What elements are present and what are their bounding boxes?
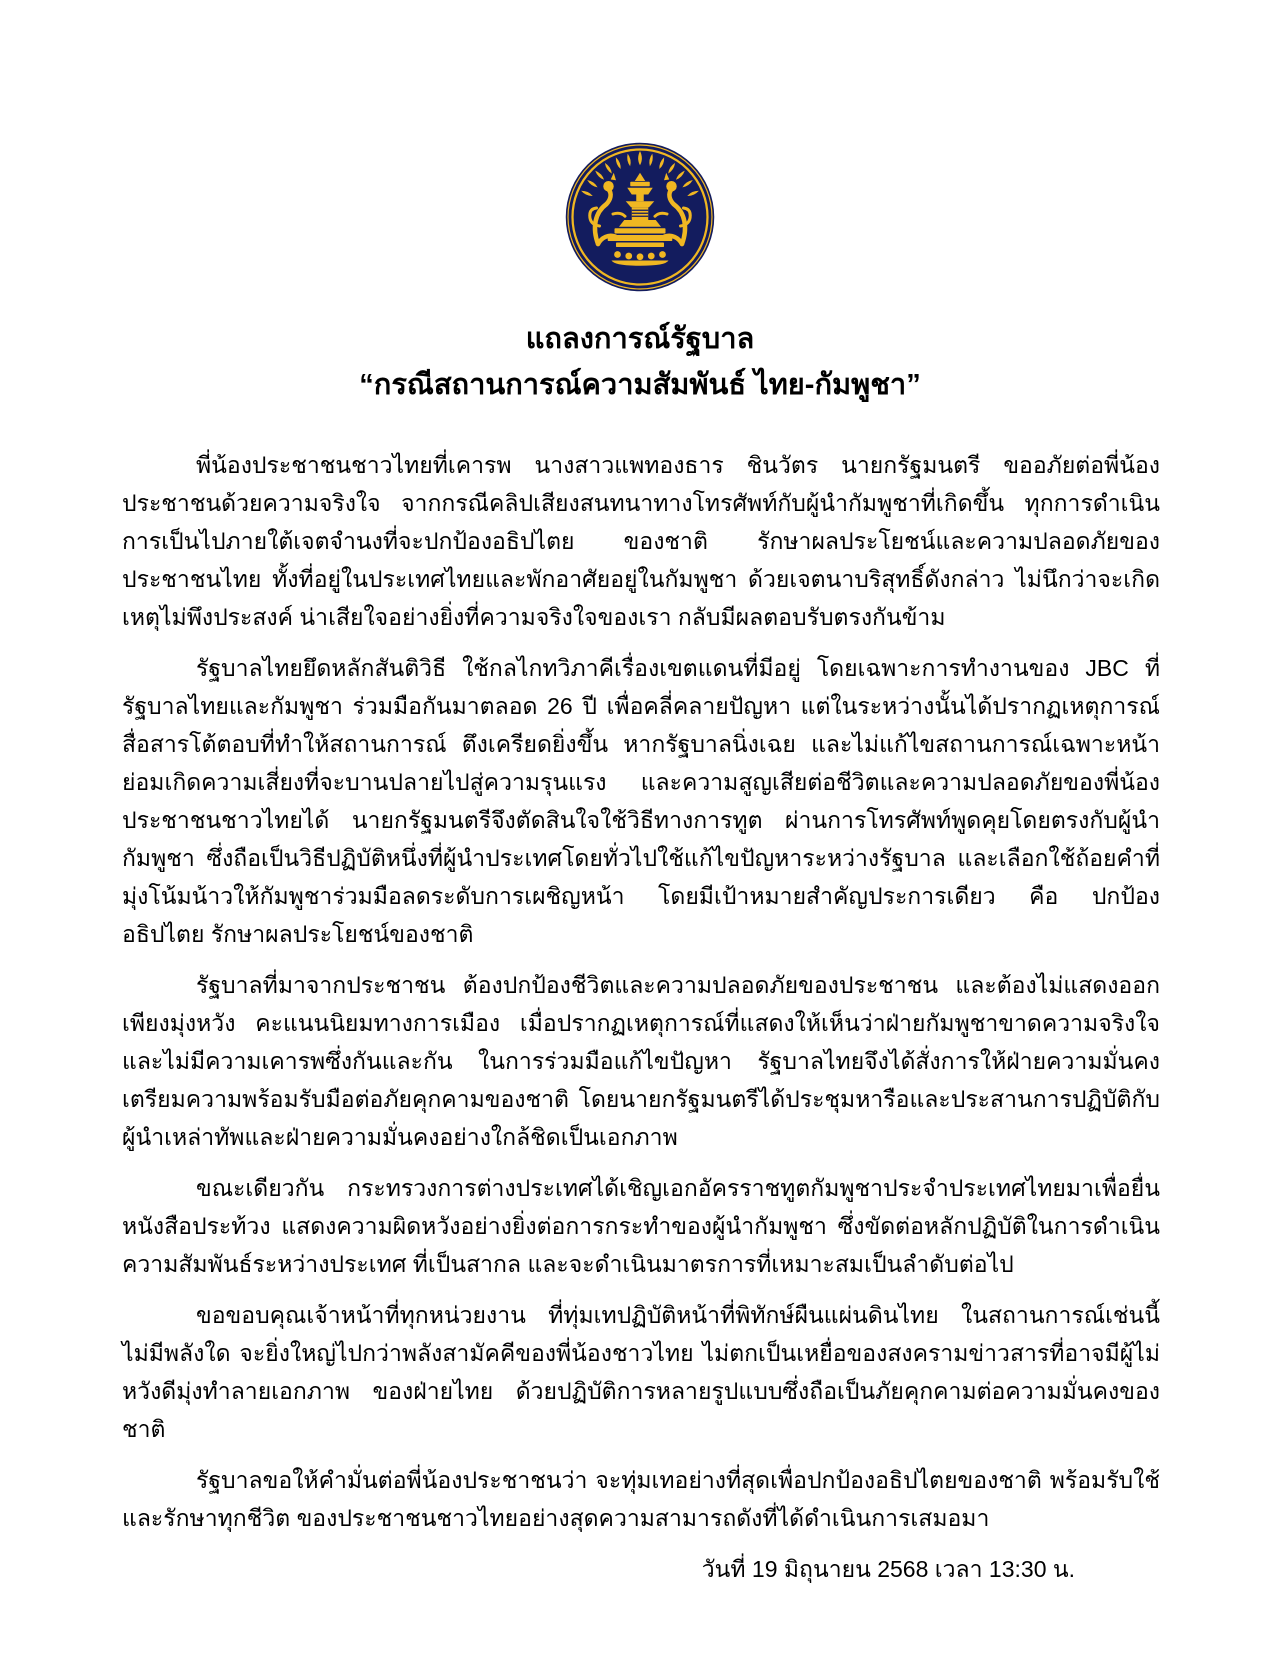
page-subtitle: “กรณีสถานการณ์ความสัมพันธ์ ไทย-กัมพูชา” [359, 369, 921, 401]
body-paragraph: รัฐบาลขอให้คำมั่นต่อพี่น้องประชาชนว่า จะทุ่มเทอย่างที่สุดเพื่อปกป้องอธิปไตยของชาติ พร้อมรับใช้และรักษาทุกชีวิต ของประชาชนชาวไทยอย่างสุดความสามารถดังที่ได้ดำเนินการเสมอมา [122, 1467, 1160, 1531]
body-paragraph: รัฐบาลไทยยึดหลักสันติวิธี ใช้กลไกทวิภาคีเรื่องเขตแดนที่มีอยู่ โดยเฉพาะการทำงานของ JBC ที่รัฐบาลไทยและกัมพูชา ร่วมมือกันมาตลอด 26 ปี เพื่อคลี่คลายปัญหา แต่ในระหว่างนั้นได้ปรากฏเหตุการณ์สื่อสารโต้ตอบที่ทำให้สถานการณ์ ตึงเครียดยิ่งขึ้น หากรัฐบาลนิ่งเฉย และไม่แก้ไขสถานการณ์เฉพาะหน้า ย่อมเกิดความเสี่ยงที่จะบานปลายไปสู่ความรุนแรง และความสูญเสียต่อชีวิตและความปลอดภัยของพี่น้องประชาชนชาวไทยได้ นายกรัฐมนตรีจึงตัดสินใจใช้วิธีทางการทูต ผ่านการโทรศัพท์พูดคุยโดยตรงกับผู้นำกัมพูชา ซึ่งถือเป็นวิธีปฏิบัติหนึ่งที่ผู้นำประเทศโดยทั่วไปใช้แก้ไขปัญหาระหว่างรัฐบาล และเลือกใช้ถ้อยคำที่มุ่งโน้มน้าวให้กัมพูชาร่วมมือลดระดับการเผชิญหน้า โดยมีเป้าหมายสำคัญประการเดียว คือ ปกป้องอธิปไตย รักษาผลประโยชน์ของชาติ [122, 655, 1160, 947]
statement-body [122, 446, 1160, 1537]
body-paragraph: พี่น้องประชาชนชาวไทยที่เคารพ นางสาวแพทองธาร ชินวัตร นายกรัฐมนตรี ขออภัยต่อพี่น้องประชาชนด้วยความจริงใจ จากกรณีคลิปเสียงสนทนาทางโทรศัพท์กับผู้นำกัมพูชาที่เกิดขึ้น ทุกการดำเนินการเป็นไปภายใต้เจตจำนงที่จะปกป้องอธิปไตย ของชาติ รักษาผลประโยชน์และความปลอดภัยของประชาชนไทย ทั้งที่อยู่ในประเทศไทยและพักอาศัยอยู่ในกัมพูชา ด้วยเจตนาบริสุทธิ์ดังกล่าว ไม่นึกว่าจะเกิดเหตุไม่พึงประสงค์ น่าเสียใจอย่างยิ่งที่ความจริงใจของเรา กลับมีผลตอบรับตรงกันข้าม [122, 452, 1160, 630]
body-paragraph: รัฐบาลที่มาจากประชาชน ต้องปกป้องชีวิตและความปลอดภัยของประชาชน และต้องไม่แสดงออกเพียงมุ่งหวัง คะแนนนิยมทางการเมือง เมื่อปรากฏเหตุการณ์ที่แสดงให้เห็นว่าฝ่ายกัมพูชาขาดความจริงใจ และไม่มีความเคารพซึ่งกันและกัน ในการร่วมมือแก้ไขปัญหา รัฐบาลไทยจึงได้สั่งการให้ฝ่ายความมั่นคงเตรียมความพร้อมรับมือต่อภัยคุกคามของชาติ โดยนายกรัฐมนตรีได้ประชุมหารือและประสานการปฏิบัติกับผู้นำเหล่าทัพและฝ่ายความมั่นคงอย่างใกล้ชิดเป็นเอกภาพ [122, 972, 1160, 1150]
body-paragraph: ขณะเดียวกัน กระทรวงการต่างประเทศได้เชิญเอกอัครราชทูตกัมพูชาประจำประเทศไทยมาเพื่อยื่นหนังสือประท้วง แสดงความผิดหวังอย่างยิ่งต่อการกระทำของผู้นำกัมพูชา ซึ่งขัดต่อหลักปฏิบัติในการดำเนินความสัมพันธ์ระหว่างประเทศ ที่เป็นสากล และจะดำเนินมาตรการที่เหมาะสมเป็นลำดับต่อไป [122, 1175, 1160, 1277]
date-line: วันที่ 19 มิถุนายน 2568 เวลา 13:30 น. [701, 1556, 1075, 1582]
royal-thai-government-seal-icon [565, 142, 715, 292]
body-paragraph: ขอขอบคุณเจ้าหน้าที่ทุกหน่วยงาน ที่ทุ่มเทปฏิบัติหน้าที่พิทักษ์ผืนแผ่นดินไทย ในสถานการณ์เช่นนี้ ไม่มีพลังใด จะยิ่งใหญ่ไปกว่าพลังสามัคคีของพี่น้องชาวไทย ไม่ตกเป็นเหยื่อของสงครามข่าวสารที่อาจมีผู้ไม่หวังดีมุ่งทำลายเอกภาพ ของฝ่ายไทย ด้วยปฏิบัติการหลายรูปแบบซึ่งถือเป็นภัยคุกคามต่อความมั่นคงของชาติ [122, 1302, 1160, 1442]
royal-thai-government-emblem [565, 142, 715, 292]
page-title: แถลงการณ์รัฐบาล [525, 323, 755, 355]
